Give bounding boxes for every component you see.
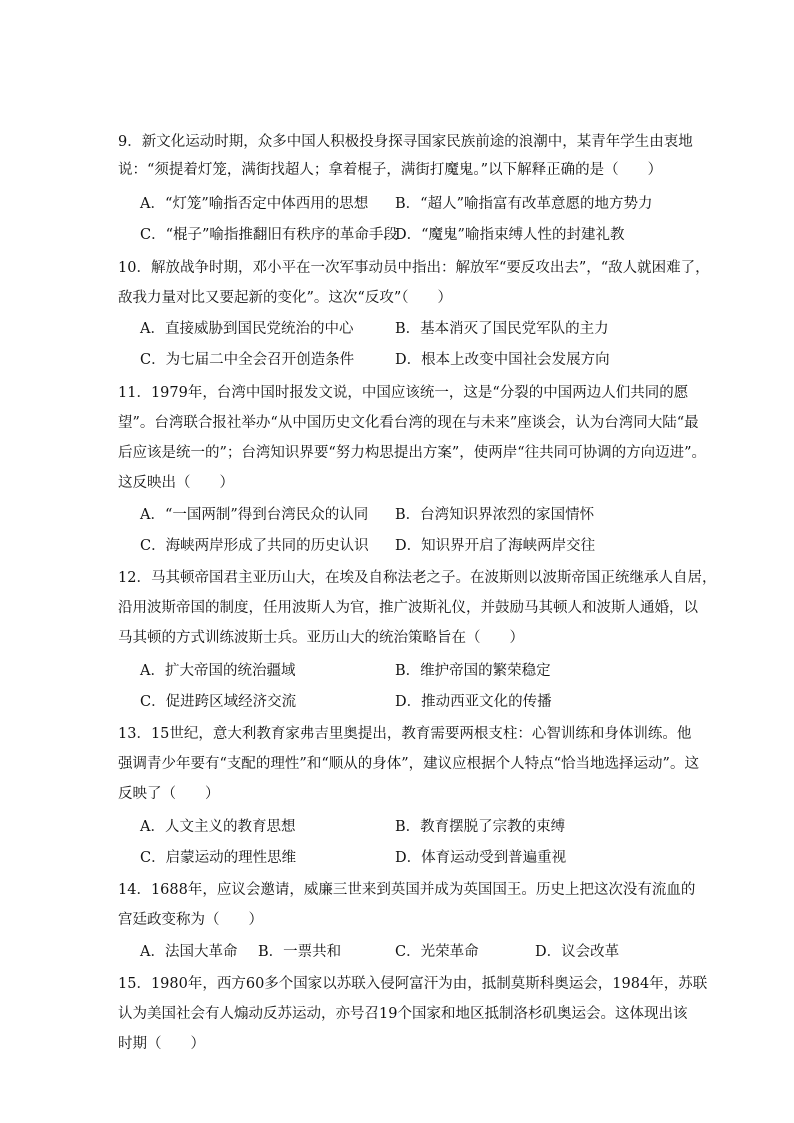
question-12-stem-line-1: 12．马其顿帝国君主亚历山大，在埃及自称法老之子。在波斯则以波斯帝国正统继承人自居， [118,570,717,586]
question-12-stem-line-2: 沿用波斯帝国的制度，任用波斯人为官，推广波斯礼仪，并鼓励马其顿人和波斯人通婚，以 [118,600,698,616]
question-12-option-a: A．扩大帝国的统治疆域 [140,663,296,679]
question-12-option-d: D．推动西亚文化的传播 [395,694,552,710]
question-15-stem-line-1: 15．1980年，西方60多个国家以苏联入侵阿富汗为由，抵制莫斯科奥运会，1984年，苏联 [118,976,708,992]
question-13-option-a: A．人文主义的教育思想 [140,819,296,835]
question-15-stem-line-2: 认为美国社会有人煽动反苏运动，亦号召19个国家和地区抵制洛杉矶奥运会。这体现出该 [118,1006,688,1022]
question-10-option-b: B．基本消灭了国民党军队的主力 [395,321,609,337]
question-9-option-d: D．“魔鬼”喻指束缚人性的封建礼教 [395,227,625,243]
question-13-stem-line-3: 反映了（ ） [118,786,220,802]
question-10-stem-line-1: 10．解放战争时期，邓小平在一次军事动员中指出：解放军“要反攻出去”，“敌人就困难了， [118,260,710,276]
question-14-option-c: C．光荣革命 [395,944,479,960]
question-14-stem-line-1: 14．1688年，应议会邀请，威廉三世来到英国并成为英国国王。历史上把这次没有流血的 [118,882,696,898]
question-11-stem-line-4: 这反映出（ ） [118,475,234,491]
question-13-option-b: B．教育摆脱了宗教的束缚 [395,819,566,835]
question-14-stem-line-2: 宫廷政变称为（ ） [118,912,263,928]
question-9-option-b: B．“超人”喻指富有改革意愿的地方势力 [395,196,653,212]
question-12-option-b: B．维护帝国的繁荣稳定 [395,663,551,679]
question-11-option-b: B．台湾知识界浓烈的家国情怀 [395,507,595,523]
question-14-option-b: B．一票共和 [258,944,342,960]
question-11-stem-line-2: 望”。台湾联合报社举办“从中国历史文化看台湾的现在与未来”座谈会，认为台湾同大陆“最 [118,415,699,431]
question-11-stem-line-1: 11．1979年，台湾中国时报发文说，中国应该统一，这是“分裂的中国两边人们共同的愿 [118,385,689,401]
question-13-stem-line-2: 强调青少年要有“支配的理性”和“顺从的身体”，建议应根据个人特点“恰当地选择运动”。这 [118,756,699,772]
question-11-option-a: A．“一国两制”得到台湾民众的认同 [140,507,369,523]
question-11-stem-line-3: 后应该是统一的”；台湾知识界要“努力构思提出方案”，使两岸“往共同可协调的方向迈进”。 [118,445,707,461]
question-13-stem-line-1: 13．15世纪，意大利教育家弗吉里奥提出，教育需要两根支柱：心智训练和身体训练。他 [118,726,692,742]
question-10-stem-line-2: 敌我力量对比又要起新的变化”。这次“反攻”（ ） [118,290,452,306]
question-12-option-c: C．促进跨区域经济交流 [140,694,297,710]
question-12-stem-line-3: 马其顿的方式训练波斯士兵。亚历山大的统治策略旨在（ ） [118,630,524,646]
question-14-option-d: D．议会改革 [535,944,620,960]
question-15-stem-line-3: 时期（ ） [118,1036,205,1052]
question-14-option-a: A．法国大革命 [140,944,238,960]
question-9-stem-line-1: 9．新文化运动时期，众多中国人积极投身探寻国家民族前途的浪潮中，某青年学生由衷地 [118,134,693,150]
question-11-option-c: C．海峡两岸形成了共同的历史认识 [140,538,369,554]
question-10-option-c: C．为七届二中全会召开创造条件 [140,352,355,368]
question-11-option-d: D．知识界开启了海峡两岸交往 [395,538,596,554]
question-9-option-a: A．“灯笼”喻指否定中体西用的思想 [140,196,369,212]
question-9-option-c: C．“棍子”喻指推翻旧有秩序的革命手段 [140,227,398,243]
question-13-option-c: C．启蒙运动的理性思维 [140,850,297,866]
question-10-option-a: A．直接威胁到国民党统治的中心 [140,321,354,337]
question-13-option-d: D．体育运动受到普遍重视 [395,850,567,866]
question-10-option-d: D．根本上改变中国社会发展方向 [395,352,610,368]
question-9-stem-line-2: 说：“须提着灯笼，满街找超人；拿着棍子，满街打魔鬼。”以下解释正确的是（ ） [118,162,663,178]
